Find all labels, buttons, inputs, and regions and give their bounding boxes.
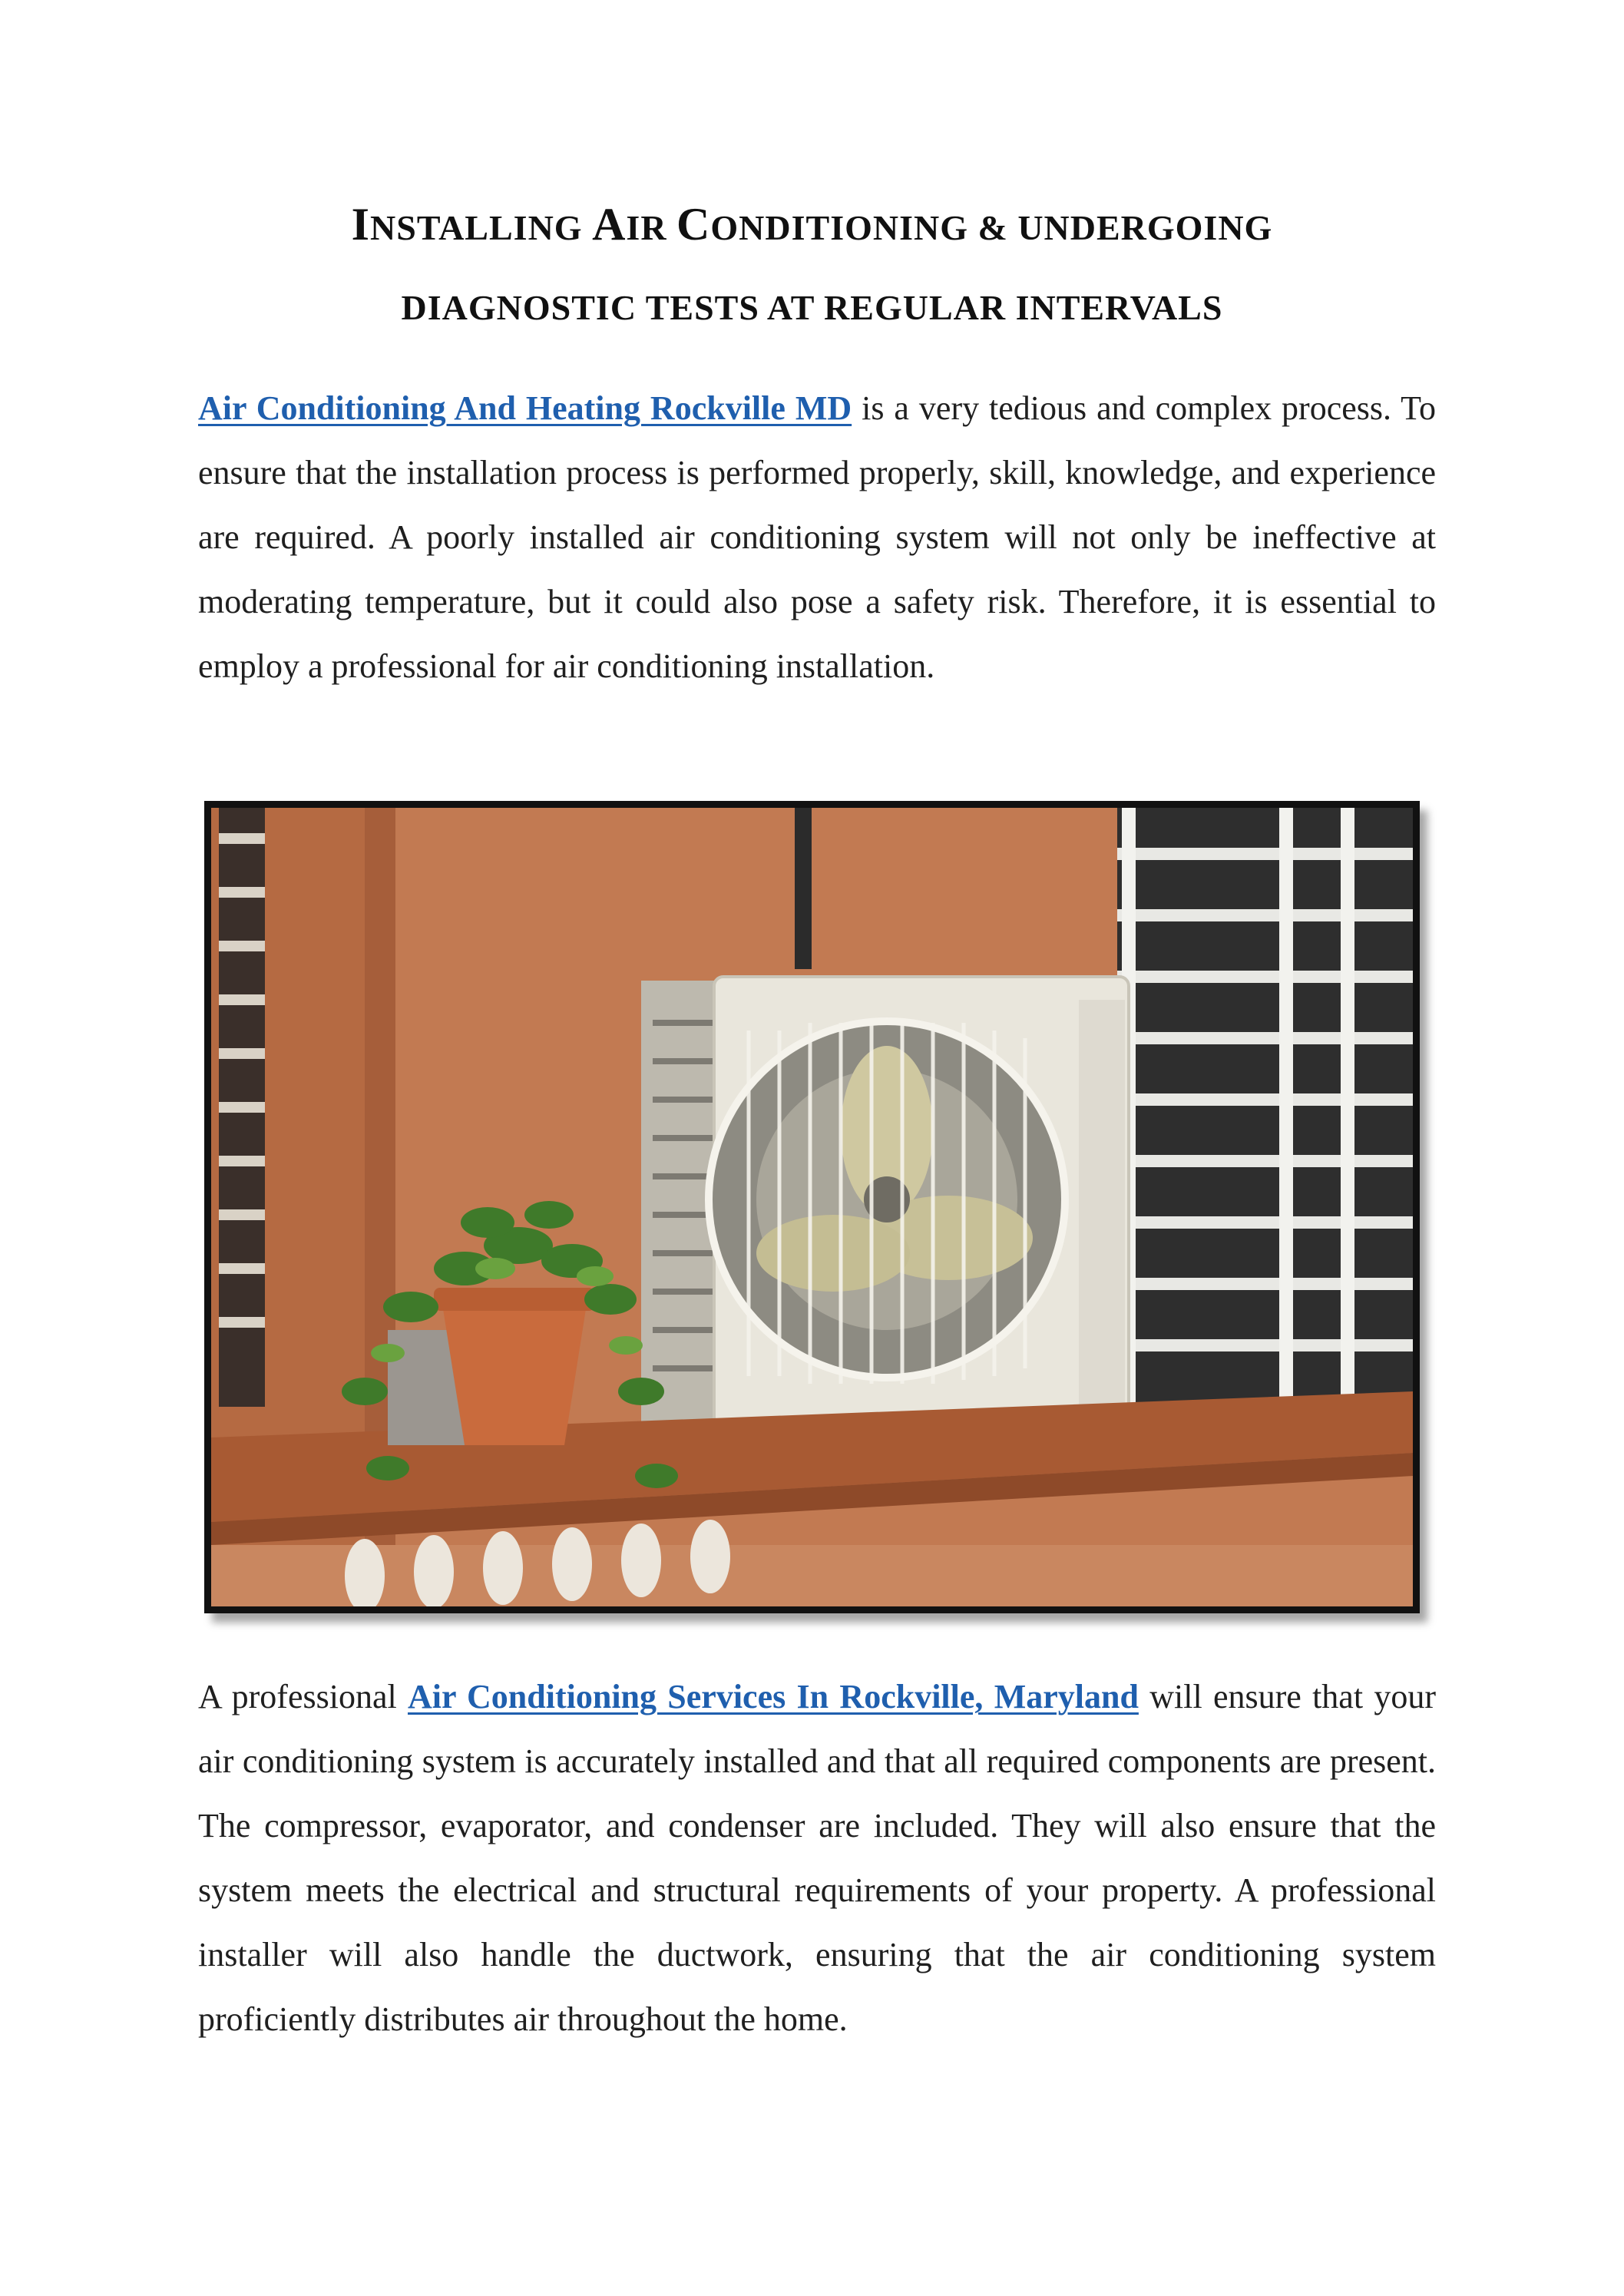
title-text: ONDITIONING & UNDERGOING (710, 208, 1273, 247)
intro-paragraph-text: is a very tedious and complex process. To ensure that the installation process is performed properly, skill, knowledge, and experience are required. A poorly installed air conditioning system will not only be ineffective at moderating temperature, but it could also pose a safety risk. Therefore, it is essential to employ a professional for air conditioning installation. (198, 389, 1436, 685)
page-title-line-1 (0, 198, 1624, 251)
ac-unit-photo (204, 801, 1420, 1613)
title-text: IR (626, 208, 677, 247)
page-title-line-2: DIAGNOSTIC TESTS AT REGULAR INTERVALS (401, 288, 1223, 327)
intro-paragraph (198, 376, 1436, 699)
title-initial: C (676, 199, 711, 250)
rockville-heating-link[interactable]: Air Conditioning And Heating Rockville MD (198, 389, 852, 427)
services-paragraph-text: will ensure that your air conditioning system is accurately installed and that all required components are present. The compressor, evaporator, and condenser are included. They will also ensure that the system meets the electrical and structural requirements of your property. A professional installer will also handle the ductwork, ensuring that the air conditioning system proficiently distributes air throughout the home. (198, 1678, 1437, 2038)
services-paragraph-lead: A professional (198, 1678, 408, 1715)
title-initial: I (351, 199, 371, 250)
services-paragraph (198, 1665, 1436, 2052)
ac-unit-illustration (211, 808, 1413, 1606)
title-initial: A (592, 199, 627, 250)
rockville-services-link[interactable]: Air Conditioning Services In Rockville, Maryland (408, 1678, 1139, 1715)
title-text: NSTALLING (370, 208, 593, 247)
